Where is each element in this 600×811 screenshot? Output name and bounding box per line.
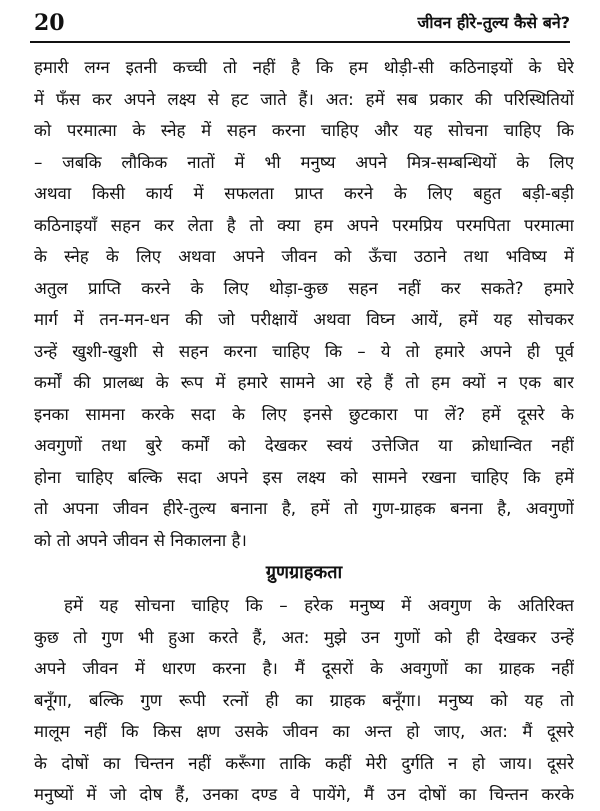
text-line: – जबकि लौकिक नातों में भी मनुष्य अपने मित्र-सम्बन्धियों के लिए [34,151,574,172]
text-line: को तो अपने जीवन से निकालना है। [34,529,247,550]
text-line: मनुष्यों में जो दोष हैं, उनका दण्ड वे पायेंगे, मैं उन दोषों का चिन्तन करके [34,784,574,804]
paragraph [34,52,574,556]
running-title: जीवन हीरे-तुल्य कैसे बने? [417,13,570,32]
text-line: के दोषों का चिन्तन नहीं करूँगा ताकि कहीं मेरी दुर्गति न हो जाय। दूसरे [34,752,574,773]
text-line: होना चाहिए बल्कि सदा अपने इस लक्ष्य को सामने रखना चाहिए कि हमें [34,466,574,487]
text-line: के स्नेह के लिए अथवा अपने जीवन को ऊँचा उठाने तथा भविष्य में [34,246,574,266]
header-rule [30,41,570,43]
text-line: कर्मों की प्रालब्ध के रूप में हमारे सामने आ रहे हैं तो हम क्यों न एक बार [34,372,574,392]
text-line: मार्ग में तन-मन-धन की जो परीक्षायें अथवा विघ्न आयें, हमें यह सोचकर [34,309,574,329]
text-line: मालूम नहीं कि किस क्षण उसके जीवन का अन्त हो जाए, अत: मैं दूसरे [34,721,574,741]
text-line: बनूँगा, बल्कि गुण रूपी रत्नों ही का ग्राहक बनूँगा। मनुष्य को यह तो [34,689,574,710]
text-line: कुछ तो गुण भी हुआ करते हैं, अत: मुझे उन गुणों को ही देखकर उन्हें [34,626,574,647]
text-line: इनका सामना करके सदा के लिए इनसे छुटकारा पा लें? हमें दूसरे के [34,403,574,424]
text-line: कठिनाइयाँ सहन कर लेता है तो क्या हम अपने परमप्रिय परमपिता परमात्मा [34,214,574,235]
page-number: 20 [34,10,65,36]
text-line: अथवा किसी कार्य में सफलता प्राप्त करने के लिए बहुत बड़ी-बड़ी [34,183,574,203]
text-line: उन्हें खुशी-खुशी से सहन करना चाहिए कि – ये तो हमारे अपने ही पूर्व [34,340,574,361]
text-line: तो अपना जीवन हीरे-तुल्य बनाना है, हमें तो गुण-ग्राहक बनना है, अवगुणों [34,498,574,518]
section-heading: ग्रुणग्राहकता [265,562,343,583]
page-header [0,0,600,44]
text-line: अपने जीवन में धारण करना है। मैं दूसरों के अवगुणों का ग्राहक नहीं [34,658,574,678]
text-line: हमारी लग्न इतनी कच्ची तो नहीं है कि हम थोड़ी-सी कठिनाइयों के घेरे [34,57,574,77]
text-line: में फँस कर अपने लक्ष्य से हट जाते हैं। अत: हमें सब प्रकार की परिस्थितियों [34,88,574,109]
body-text [34,52,574,811]
text-line: अवगुणों तथा बुरे कर्मों को देखकर स्वयं उत्तेजित या क्रोधान्वित नहीं [34,435,574,455]
text-line: हमें यह सोचना चाहिए कि – हरेक मनुष्य में अवगुण के अतिरिक्त [64,595,574,615]
text-line: अतुल प्राप्ति करने के लिए थोड़ा-कुछ सहन नहीं कर सकते? हमारे [34,277,574,298]
text-line: को परमात्मा के स्नेह में सहन करना चाहिए और यह सोचना चाहिए कि [34,120,574,140]
paragraph [34,590,574,811]
